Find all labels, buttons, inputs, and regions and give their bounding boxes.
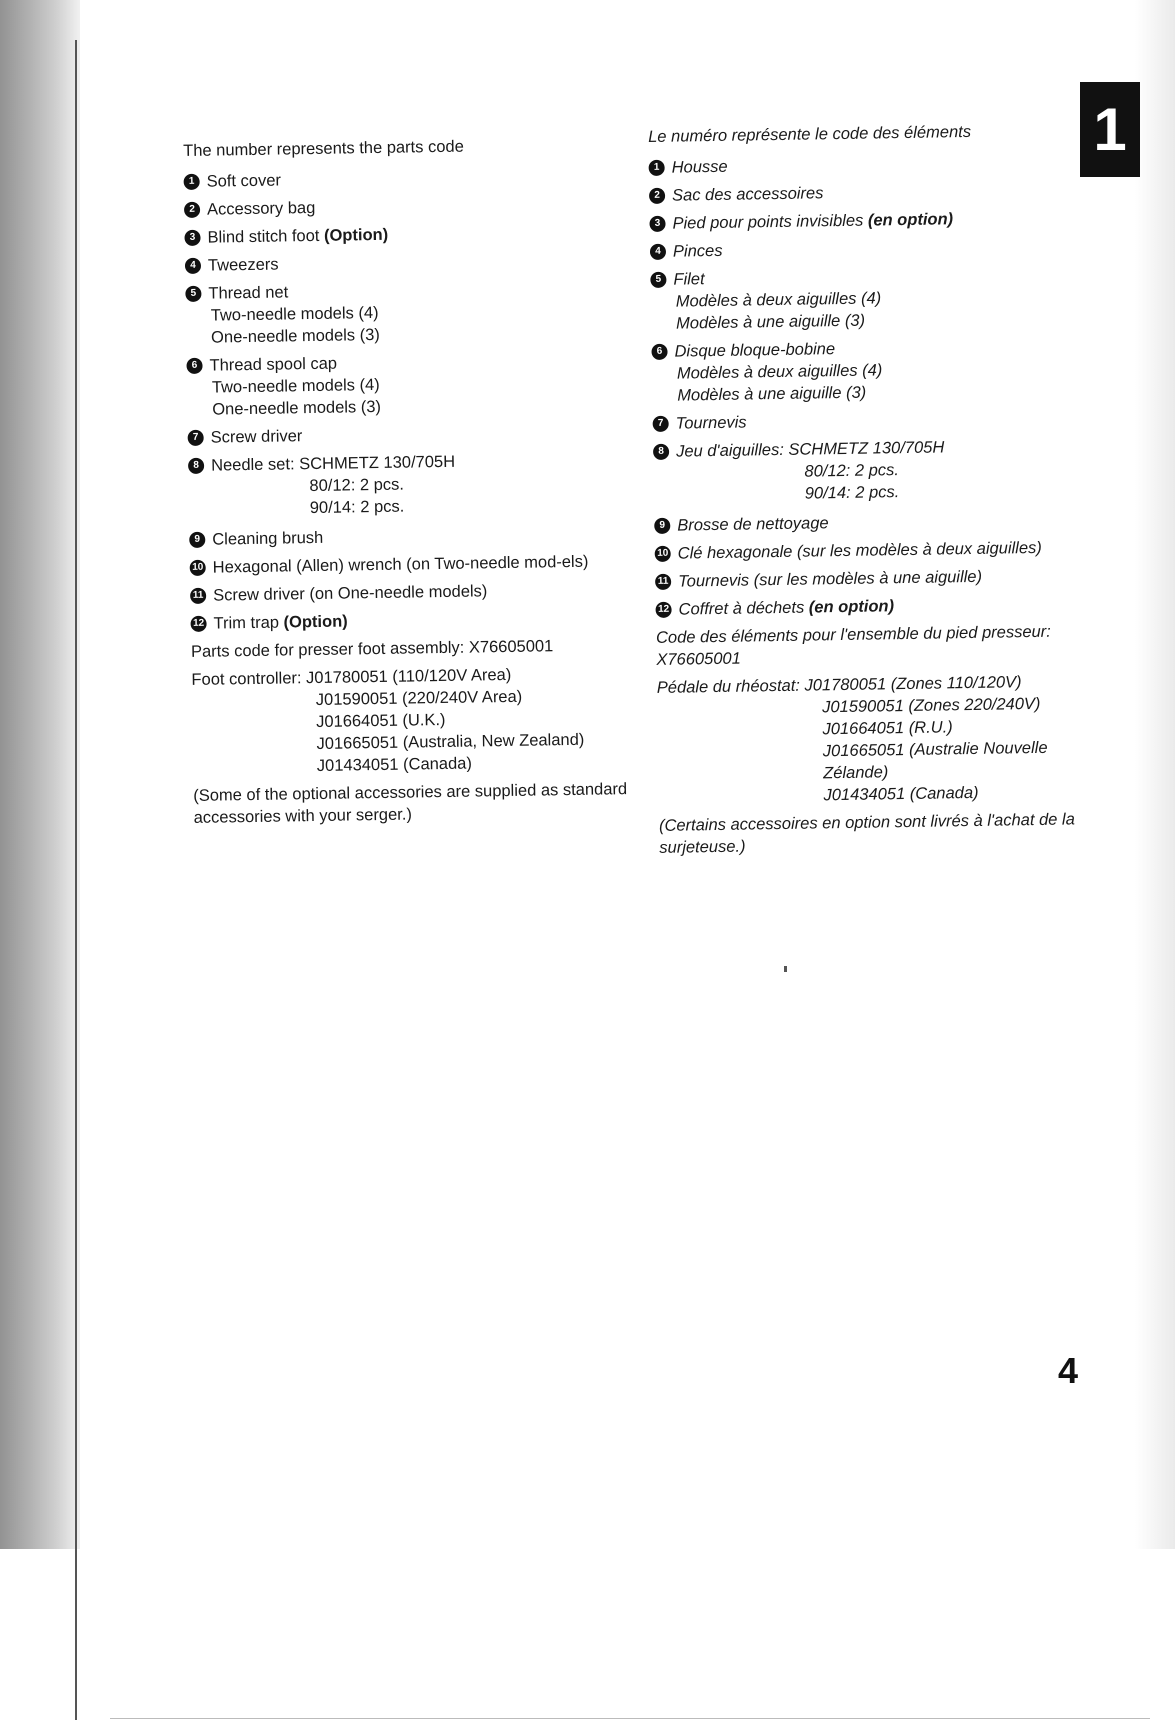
list-item <box>190 578 630 607</box>
page-bottom-edge <box>110 1718 1150 1719</box>
list-item <box>650 262 1081 335</box>
french-column <box>648 119 1089 859</box>
item-sub-line: Modèles à une aiguille (3) <box>677 383 867 405</box>
scan-right-edge-shadow <box>1135 0 1175 1549</box>
english-intro: The number represents the parts code <box>183 137 464 160</box>
foot-controller-code: J01590051 (Zones 220/240V) <box>822 694 1041 717</box>
item-number-badge: 10 <box>655 546 671 562</box>
item-number-badge: 9 <box>654 518 670 534</box>
item-label: Thread net <box>208 283 289 303</box>
foot-controller-block <box>191 662 633 779</box>
item-number-badge: 1 <box>649 160 665 176</box>
item-label: Needle set: SCHMETZ 130/705H <box>210 452 456 475</box>
item-label: Cleaning brush <box>212 528 324 549</box>
chapter-tab: 1 <box>1080 82 1140 177</box>
list-item <box>655 536 1085 565</box>
item-label: Soft cover <box>206 171 282 191</box>
presser-foot-code: Parts code for presser foot assembly: X76605001 <box>190 637 554 661</box>
item-number-badge: 11 <box>655 574 671 590</box>
item-number-badge: 3 <box>184 230 200 246</box>
foot-controller-code: J01665051 (Australia, New Zealand) <box>316 730 585 753</box>
item-label: Coffret à déchets <box>678 598 805 619</box>
item-label: Disque bloque-bobine <box>674 340 836 361</box>
foot-controller-code: J01664051 (U.K.) <box>316 710 446 731</box>
item-number-badge: 7 <box>188 430 204 446</box>
list-item <box>190 606 630 635</box>
item-number-badge: 3 <box>649 216 665 232</box>
foot-controller-code: J01780051 (Zones 110/120V) <box>804 673 1022 695</box>
item-number-badge: 8 <box>653 444 669 460</box>
item-sub-line: Modèles à une aiguille (3) <box>675 311 866 333</box>
option-tag: (en option) <box>808 597 895 617</box>
item-number-badge: 8 <box>188 458 204 474</box>
foot-controller-code: J01664051 (R.U.) <box>822 718 953 739</box>
accessories-note: (Some of the optional accessories are supplied as standard accessories with your serger.) <box>193 780 628 827</box>
list-item <box>650 234 1080 263</box>
item-label: Filet <box>673 270 705 289</box>
item-sub-line: One-needle models (3) <box>212 397 382 419</box>
scan-speck <box>784 966 787 972</box>
list-item <box>183 164 623 193</box>
item-sub-line: 90/14: 2 pcs. <box>309 497 405 518</box>
item-label: Tournevis <box>675 413 747 433</box>
item-label: Jeu d'aiguilles: SCHMETZ 130/705H <box>675 438 945 461</box>
item-number-badge: 5 <box>650 272 666 288</box>
item-number-badge: 4 <box>185 258 201 274</box>
item-number-badge: 11 <box>190 588 206 604</box>
list-item <box>190 550 630 579</box>
list-item <box>655 564 1085 593</box>
item-label: Blind stitch foot <box>207 226 320 247</box>
list-item <box>184 192 624 221</box>
option-tag: (en option) <box>867 210 954 230</box>
item-number-badge: 12 <box>190 616 206 632</box>
list-item <box>188 420 628 449</box>
item-sub-line: Modèles à deux aiguilles (4) <box>675 289 882 311</box>
item-number-badge: 1 <box>184 174 200 190</box>
page-number: 4 <box>1058 1350 1079 1391</box>
item-label: Thread spool cap <box>209 354 338 375</box>
list-item <box>189 522 629 551</box>
item-number-badge: 2 <box>649 188 665 204</box>
foot-controller-code: J01434051 (Canada) <box>316 754 473 775</box>
item-number-badge: 6 <box>186 358 202 374</box>
item-number-badge: 5 <box>185 286 201 302</box>
item-sub-line: Two-needle models (4) <box>211 375 380 397</box>
list-item <box>649 178 1079 207</box>
list-item <box>186 348 627 421</box>
presser-foot-code: Code des éléments pour l'ensemble du pied presseur: X76605001 <box>655 622 1051 669</box>
item-label: Screw driver <box>210 427 303 447</box>
item-label: Sac des accessoires <box>671 184 824 205</box>
item-label: Tweezers <box>207 255 279 275</box>
page-binding-edge <box>75 40 77 1720</box>
foot-controller-label: Foot controller: <box>191 669 302 689</box>
item-sub-line: One-needle models (3) <box>210 325 380 347</box>
item-label: Housse <box>671 157 728 177</box>
item-number-badge: 12 <box>655 602 671 618</box>
item-number-badge: 2 <box>184 202 200 218</box>
item-sub-line: 90/14: 2 pcs. <box>804 483 900 503</box>
item-number-badge: 6 <box>651 344 667 360</box>
item-label: Accessory bag <box>206 198 316 219</box>
list-item <box>655 592 1085 621</box>
item-number-badge: 7 <box>653 416 669 432</box>
accessories-note: (Certains accessoires en option sont livrés à l'achat de la surjeteuse.) <box>658 810 1075 857</box>
foot-controller-code: J01780051 (110/120V Area) <box>305 665 512 688</box>
list-item <box>654 508 1084 537</box>
item-label: Brosse de nettoyage <box>677 514 829 535</box>
item-number-badge: 10 <box>190 560 206 576</box>
item-label: Clé hexagonale (sur les modèles à deux aiguilles) <box>677 538 1042 563</box>
list-item <box>649 206 1079 235</box>
item-label: Tournevis (sur les modèles à une aiguille) <box>678 567 983 591</box>
item-label: Pinces <box>672 241 723 261</box>
item-sub-line: 80/12: 2 pcs. <box>804 461 900 481</box>
list-item <box>651 334 1082 407</box>
item-sub-line: 80/12: 2 pcs. <box>309 475 405 496</box>
item-number-badge: 9 <box>189 532 205 548</box>
list-item <box>653 406 1083 435</box>
list-item <box>185 248 625 277</box>
item-number-badge: 4 <box>650 244 666 260</box>
item-label: Trim trap <box>213 613 280 633</box>
list-item <box>188 448 629 521</box>
list-item <box>648 150 1078 179</box>
list-item <box>185 276 626 349</box>
foot-controller-label: Pédale du rhéostat: <box>656 676 801 697</box>
french-intro: Le numéro représente le code des éléments <box>648 122 972 146</box>
item-label: Pied pour points invisibles <box>672 211 864 233</box>
scan-left-edge-shadow <box>0 0 80 1549</box>
foot-controller-block <box>657 670 1089 809</box>
list-item <box>653 434 1084 507</box>
item-label: Screw driver (on One-needle models) <box>213 582 488 605</box>
foot-controller-code: J01590051 (220/240V Area) <box>315 687 523 709</box>
option-tag: (Option) <box>283 612 348 632</box>
list-item <box>184 220 624 249</box>
item-sub-line: Two-needle models (4) <box>210 303 379 325</box>
foot-controller-code: J01434051 (Canada) <box>823 783 979 805</box>
option-tag: (Option) <box>323 225 389 245</box>
item-sub-line: Modèles à deux aiguilles (4) <box>676 361 883 383</box>
foot-controller-code: J01665051 (Australie Nouvelle Zélande) <box>822 738 1048 783</box>
item-label: Hexagonal (Allen) wrench (on Two-needle mod-els) <box>212 552 589 577</box>
english-column <box>183 133 634 829</box>
